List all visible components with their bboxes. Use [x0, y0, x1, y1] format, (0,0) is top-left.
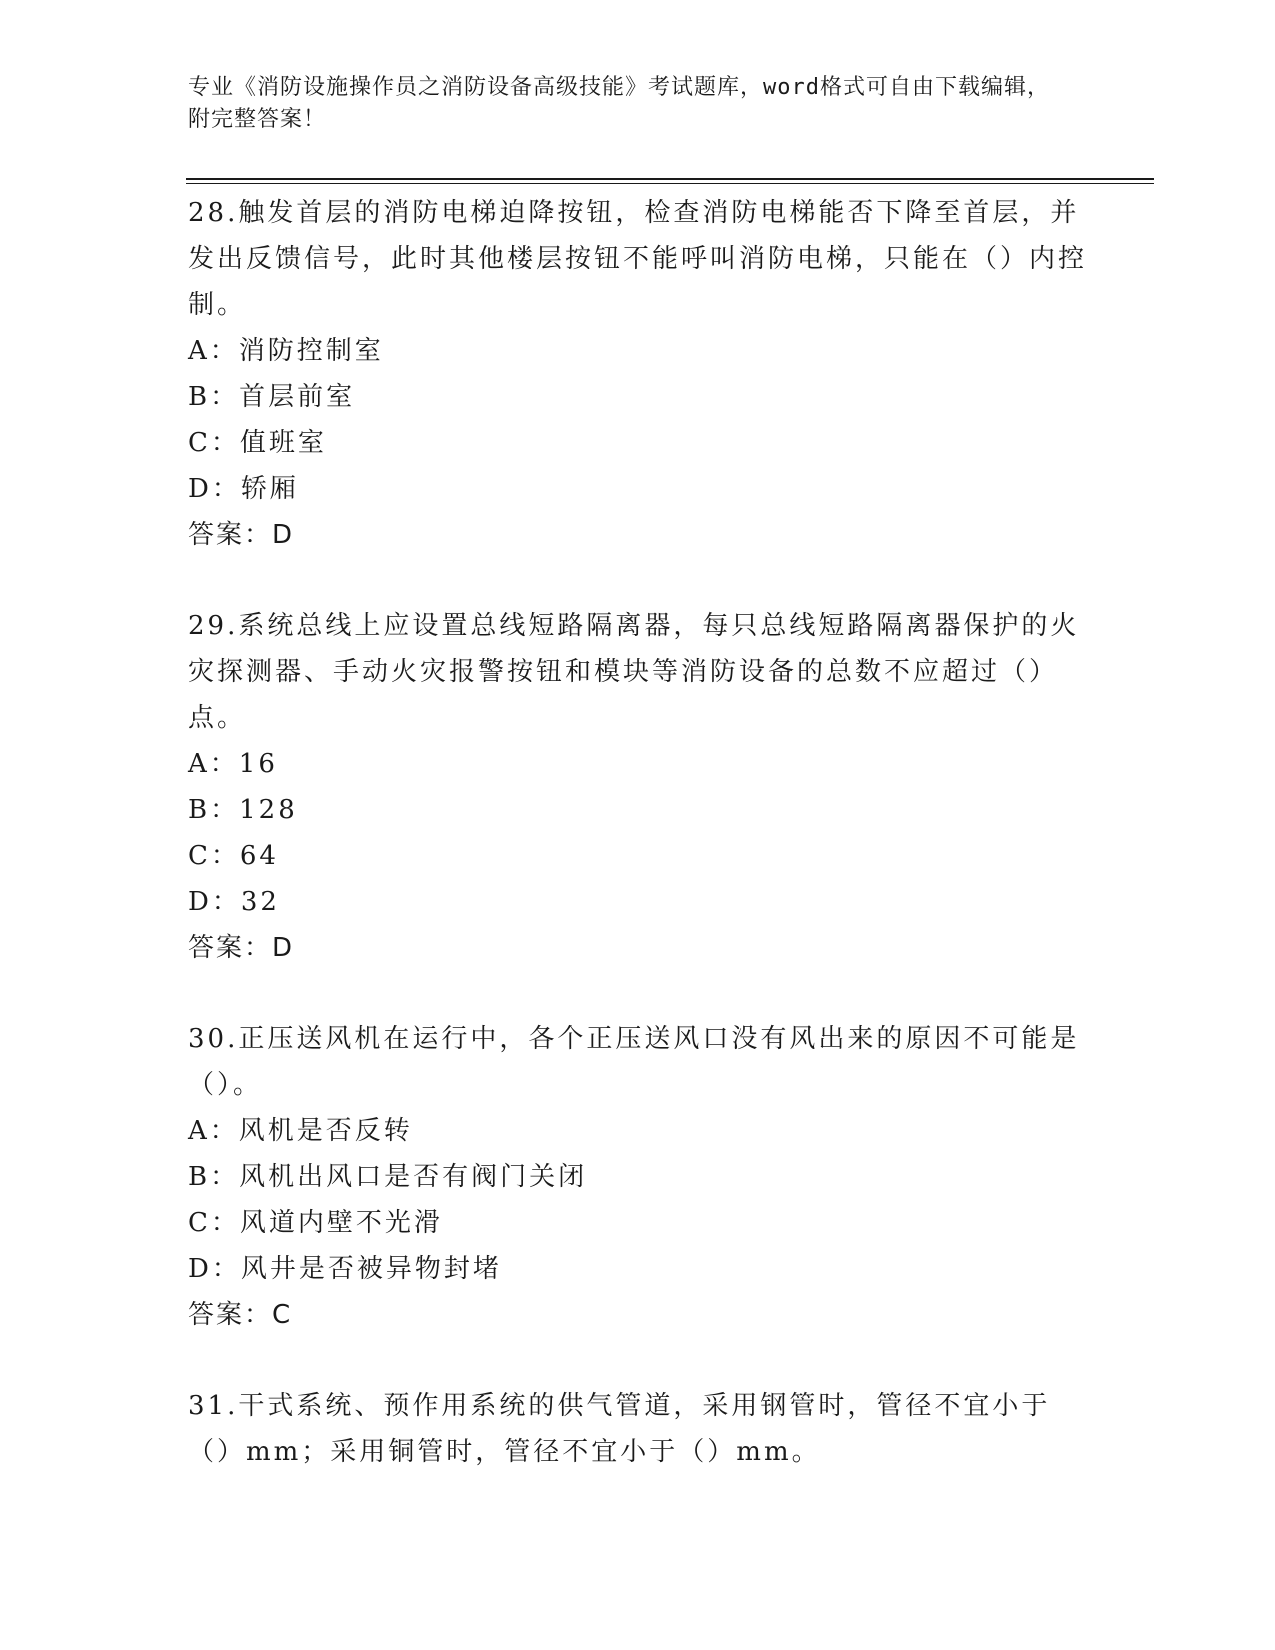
question-text: 28.触发首层的消防电梯迫降按钮，检查消防电梯能否下降至首层，并发出反馈信号，此时其他楼层按钮不能呼叫消防电梯，只能在（）内控制。 [188, 198, 1088, 320]
option-c: C：值班室 [188, 428, 327, 458]
option-d: D：风井是否被异物封堵 [188, 1254, 502, 1284]
question-text: 30.正压送风机在运行中，各个正压送风口没有风出来的原因不可能是（）。 [188, 1024, 1080, 1100]
header-divider-thick [186, 178, 1154, 180]
document-header: 专业《消防设施操作员之消防设备高级技能》考试题库，word格式可自由下载编辑，附完整答案！ [188, 75, 1050, 132]
option-d: D：轿厢 [188, 474, 299, 504]
option-c: C：64 [188, 841, 279, 871]
option-b: B：风机出风口是否有阀门关闭 [188, 1162, 588, 1192]
question-31 [188, 1383, 1088, 1475]
answer: 答案：C [188, 1300, 293, 1330]
option-a: A：16 [188, 749, 278, 779]
answer: 答案：D [188, 520, 295, 550]
option-b: B：128 [188, 795, 298, 825]
question-text: 31.干式系统、预作用系统的供气管道，采用钢管时，管径不宜小于（）mm；采用铜管时，管径不宜小于（）mm。 [188, 1391, 1051, 1467]
option-a: A：消防控制室 [188, 336, 384, 366]
question-list [188, 190, 1088, 1520]
option-c: C：风道内壁不光滑 [188, 1208, 443, 1238]
answer: 答案：D [188, 933, 295, 963]
question-29 [188, 603, 1088, 971]
question-28 [188, 190, 1088, 558]
question-30 [188, 1016, 1088, 1338]
question-text: 29.系统总线上应设置总线短路隔离器，每只总线短路隔离器保护的火灾探测器、手动火灾报警按钮和模块等消防设备的总数不应超过（）点。 [188, 611, 1080, 733]
option-d: D：32 [188, 887, 280, 917]
header-divider-thin [186, 183, 1154, 184]
option-b: B：首层前室 [188, 382, 356, 412]
option-a: A：风机是否反转 [188, 1116, 413, 1146]
